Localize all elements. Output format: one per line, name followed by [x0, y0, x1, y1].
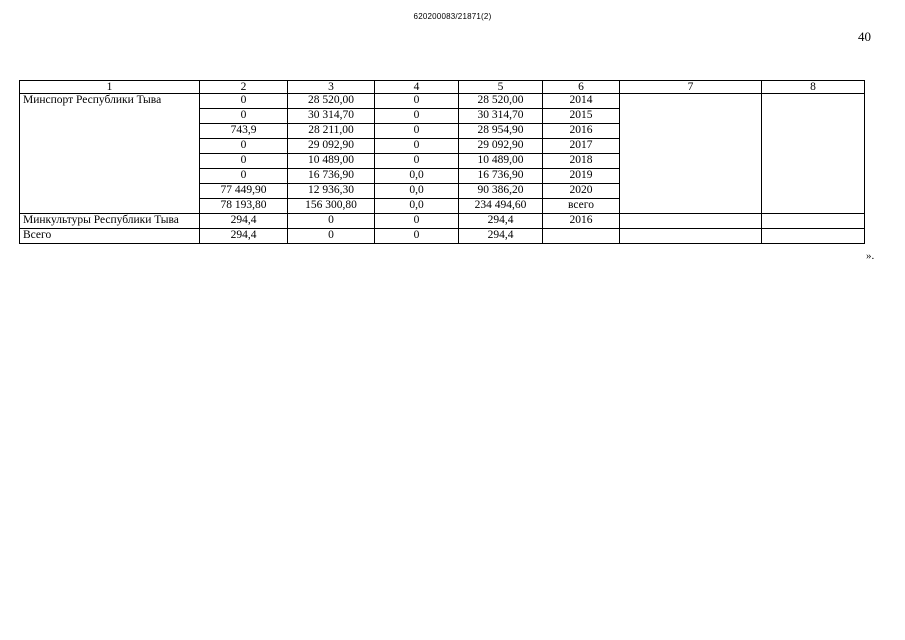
table-cell-empty [762, 94, 865, 214]
table-cell: 294,4 [459, 214, 543, 229]
total-label: Всего [20, 229, 200, 244]
page-number: 40 [858, 29, 871, 44]
table-cell: 294,4 [200, 229, 288, 244]
table-cell: 234 494,60 [459, 199, 543, 214]
table-cell-empty [620, 214, 762, 229]
table-cell: всего [543, 199, 620, 214]
closing-quote: ». [866, 250, 875, 262]
table-cell: 16 736,90 [459, 169, 543, 184]
table-cell: 2017 [543, 139, 620, 154]
table-cell: 156 300,80 [288, 199, 375, 214]
budget-table [19, 80, 865, 244]
column-header: 4 [375, 81, 459, 94]
table-cell: 0,0 [375, 184, 459, 199]
table-cell: 30 314,70 [288, 109, 375, 124]
table-cell: 0,0 [375, 199, 459, 214]
table-cell: 28 211,00 [288, 124, 375, 139]
table-cell: 0 [288, 214, 375, 229]
table-cell: 0 [375, 139, 459, 154]
table-cell: 0 [375, 94, 459, 109]
table-cell: 0 [375, 229, 459, 244]
column-header: 7 [620, 81, 762, 94]
total-row [20, 229, 865, 244]
table-cell: 2019 [543, 169, 620, 184]
table-cell: 2015 [543, 109, 620, 124]
table-cell: 10 489,00 [459, 154, 543, 169]
table-cell: 2018 [543, 154, 620, 169]
table-cell: 0 [200, 154, 288, 169]
column-header: 2 [200, 81, 288, 94]
document-id: 620200083/21871(2) [413, 12, 492, 21]
table-cell: 78 193,80 [200, 199, 288, 214]
organization-name-sport: Минспорт Республики Тыва [20, 94, 200, 214]
organization-name-culture: Минкультуры Республики Тыва [20, 214, 200, 229]
table-cell: 0 [375, 109, 459, 124]
table-cell: 743,9 [200, 124, 288, 139]
table-cell-empty [620, 94, 762, 214]
table-cell: 294,4 [459, 229, 543, 244]
column-header: 1 [20, 81, 200, 94]
table-cell: 0 [375, 214, 459, 229]
table-cell: 29 092,90 [459, 139, 543, 154]
table-row [20, 94, 865, 109]
table-cell: 0 [200, 109, 288, 124]
table-cell: 0,0 [375, 169, 459, 184]
table-cell: 28 520,00 [459, 94, 543, 109]
table-cell: 77 449,90 [200, 184, 288, 199]
column-header: 5 [459, 81, 543, 94]
table-cell: 16 736,90 [288, 169, 375, 184]
table-cell: 29 092,90 [288, 139, 375, 154]
table-cell: 30 314,70 [459, 109, 543, 124]
table-cell: 2016 [543, 124, 620, 139]
table-cell [543, 229, 620, 244]
table-cell-empty [762, 214, 865, 229]
table-cell: 0 [200, 139, 288, 154]
table-cell-empty [762, 229, 865, 244]
table-cell: 0 [200, 169, 288, 184]
table-cell-empty [620, 229, 762, 244]
table-cell: 294,4 [200, 214, 288, 229]
table-row [20, 214, 865, 229]
column-header: 6 [543, 81, 620, 94]
table-cell: 28 520,00 [288, 94, 375, 109]
column-header: 3 [288, 81, 375, 94]
table-cell: 0 [375, 124, 459, 139]
table-cell: 0 [200, 94, 288, 109]
table-cell: 0 [375, 154, 459, 169]
table-cell: 28 954,90 [459, 124, 543, 139]
table-cell: 2014 [543, 94, 620, 109]
table-cell: 0 [288, 229, 375, 244]
column-number-row [20, 81, 865, 94]
table-cell: 10 489,00 [288, 154, 375, 169]
table-cell: 2016 [543, 214, 620, 229]
table-cell: 2020 [543, 184, 620, 199]
table-cell: 12 936,30 [288, 184, 375, 199]
column-header: 8 [762, 81, 865, 94]
table-cell: 90 386,20 [459, 184, 543, 199]
